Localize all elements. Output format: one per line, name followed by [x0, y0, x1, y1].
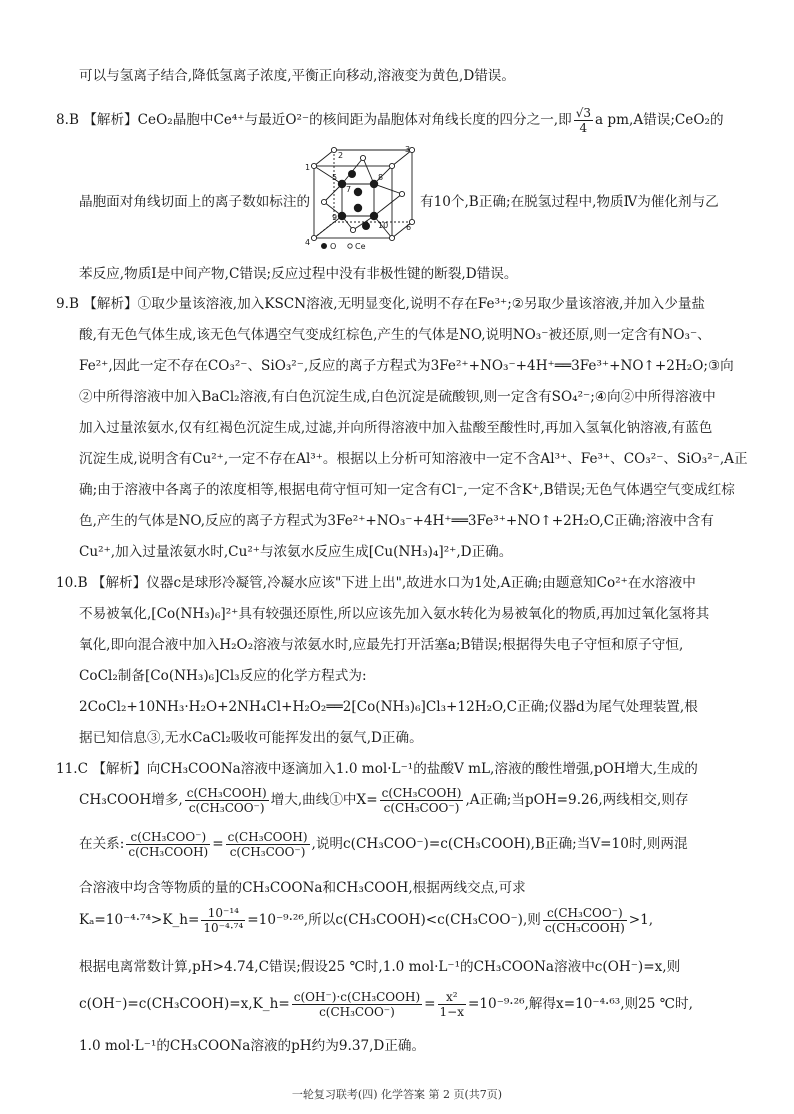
frac-num: x² — [438, 990, 466, 1005]
ceo2-unit-cell-figure — [302, 144, 420, 252]
q10-line-3: 氧化,即向混合液中加入H₂O₂溶液与浓氨水时,应最先打开活塞a;B错误;根据得失电子守恒和原子守恒, — [79, 637, 684, 653]
frac-num: √3 — [575, 106, 591, 120]
q11-text: 增大,曲线①中X= — [270, 792, 378, 808]
frac-num: c(CH₃COO⁻) — [126, 830, 210, 845]
q8-text: 8.B 【解析】CeO₂晶胞中Ce⁴⁺与最近O²⁻的核间距为晶胞体对角线长度的四分之一,即 — [56, 112, 572, 128]
frac-den: c(CH₃COO⁻) — [229, 845, 306, 859]
q11-text: =10⁻⁹·²⁶,解得x=10⁻⁴·⁶³,则25 ℃时, — [468, 996, 693, 1012]
q9-line-8: 色,产生的气体是NO,反应的离子方程式为3Fe²⁺+NO₃⁻+4H⁺══3Fe³⁺+NO↑+2H₂O,C正确;溶液中含有 — [79, 513, 714, 529]
q9-line-2: 酸,有无色气体生成,该无色气体遇空气变成红棕色,产生的气体是NO,说明NO₃⁻被还原,则一定含有NO₃⁻、 — [79, 327, 711, 343]
fraction — [201, 906, 245, 935]
cell-label: 5 — [332, 173, 338, 182]
frac-den: c(CH₃COO⁻) — [383, 801, 460, 815]
frac-den: c(CH₃COOH) — [544, 921, 625, 935]
page-footer: 一轮复习联考(四) 化学答案 第 2 页(共7页) — [291, 1088, 503, 1101]
cell-label: 2 — [338, 151, 344, 160]
q11-line-2 — [79, 786, 689, 815]
frac-den: 1−x — [439, 1005, 464, 1019]
cell-label: 10 — [378, 221, 389, 230]
legend-o-label: O — [330, 242, 337, 251]
q11-text: CH₃COOH增多, — [79, 792, 183, 808]
q11-text: = — [424, 996, 436, 1012]
q11-line-1: 11.C 【解析】向CH₃COONa溶液中逐滴加入1.0 mol·L⁻¹的盐酸V mL,溶液的酸性增强,pOH增大,生成的 — [56, 761, 698, 777]
q11-text: >1, — [628, 912, 654, 928]
cell-label: 4 — [305, 238, 311, 247]
cell-label: 1 — [305, 163, 311, 172]
q10-line-1: 10.B 【解析】仪器c是球形冷凝管,冷凝水应该"下进上出",故进水口为1处,A正确;由题意知Co²⁺在水溶液中 — [56, 575, 696, 591]
frac-den: c(CH₃COO⁻) — [319, 1005, 395, 1019]
q9-line-1: 9.B 【解析】①取少量该溶液,加入KSCN溶液,无明显变化,说明不存在Fe³⁺;②另取少量该溶液,并加入少量盐 — [56, 296, 706, 312]
q11-text: ,A正确;当pOH=9.26,两线相交,则存 — [465, 792, 689, 808]
fraction — [438, 990, 466, 1019]
q9-line-5: 加入过量浓氨水,仅有红褐色沉淀生成,过滤,并向所得溶液中加入盐酸至酸性时,再加入氢氧化钠溶液,有蓝色 — [79, 420, 713, 436]
frac-num: c(CH₃COOH) — [381, 786, 462, 800]
q11-text: Kₐ=10⁻⁴·⁷⁴>K_h= — [79, 912, 200, 928]
q9-line-7: 确;由于溶液中各离子的浓度相等,根据电荷守恒可知一定含有Cl⁻,一定不含K⁺,B错误;无色气体遇空气变成红棕 — [79, 482, 735, 498]
q10-line-2: 不易被氧化,[Co(NH₃)₆]²⁺具有较强还原性,所以应该先加入氨水转化为易被氧化的物质,再加过氧化氢将其 — [79, 606, 710, 622]
fraction — [226, 830, 310, 859]
fraction — [126, 830, 210, 859]
text-line: 可以与氢离子结合,降低氢离子浓度,平衡正向移动,溶液变为黄色,D错误。 — [79, 68, 515, 84]
frac-num: c(OH⁻)·c(CH₃COOH) — [293, 990, 421, 1004]
cell-label: 6 — [406, 223, 412, 232]
q8-line-1 — [56, 106, 724, 135]
frac-num: c(CH₃COO⁻) — [543, 906, 627, 921]
q10-line-4: CoCl₂制备[Co(NH₃)₆]Cl₃反应的化学方程式为: — [79, 668, 367, 684]
cell-label: 8 — [378, 173, 384, 182]
q9-line-4: ②中所得溶液中加入BaCl₂溶液,有白色沉淀生成,白色沉淀是硫酸钡,则一定含有SO₄²⁻;④向②中所得溶液中 — [79, 389, 716, 405]
q11-text: =10⁻⁹·²⁶,所以c(CH₃COOH)<c(CH₃COO⁻),则 — [247, 912, 541, 928]
q9-line-6: 沉淀生成,说明含有Cu²⁺,一定不存在Al³⁺。根据以上分析可知溶液中一定不含Al³⁺、Fe³⁺、CO₃²⁻、SiO₃²⁻,A正 — [79, 451, 748, 467]
q9-line-9: Cu²⁺,加入过量浓氨水时,Cu²⁺与浓氨水反应生成[Cu(NH₃)₄]²⁺,D正确。 — [79, 544, 513, 560]
q10-line-5: 2CoCl₂+10NH₃·H₂O+2NH₄Cl+H₂O₂══2[Co(NH₃)₆]Cl₃+12H₂O,C正确;仪器d为尾气处理装置,根 — [79, 699, 698, 715]
q11-text: 在关系: — [79, 836, 125, 852]
frac-den: 4 — [579, 121, 588, 135]
q11-line-6: 根据电离常数计算,pH>4.74,C错误;假设25 ℃时,1.0 mol·L⁻¹的CH₃COONa溶液中c(OH⁻)=x,则 — [79, 959, 681, 975]
q11-line-4: 合溶液中均含等物质的量的CH₃COONa和CH₃COOH,根据两线交点,可求 — [79, 880, 526, 896]
figure-legend — [321, 242, 366, 251]
q11-line-7 — [79, 990, 693, 1019]
cell-label: 3 — [405, 145, 411, 154]
fraction — [574, 106, 593, 135]
q11-line-3 — [79, 830, 688, 859]
q10-line-6: 据已知信息③,无水CaCl₂吸收可能挥发出的氨气,D正确。 — [79, 730, 423, 746]
q8-line-2-right: 有10个,B正确;在脱氢过程中,物质Ⅳ为催化剂与乙 — [420, 194, 719, 210]
q8-text-tail: a pm,A错误;CeO₂的 — [594, 112, 724, 128]
q11-text: ,说明c(CH₃COO⁻)=c(CH₃COOH),B正确;当V=10时,则两混 — [311, 836, 688, 852]
frac-num: c(CH₃COOH) — [186, 786, 267, 800]
q8-line-3: 苯反应,物质Ⅰ是中间产物,C错误;反应过程中没有非极性键的断裂,D错误。 — [79, 266, 518, 282]
q9-line-3: Fe²⁺,因此一定不存在CO₃²⁻、SiO₃²⁻,反应的离子方程式为3Fe²⁺+NO₃⁻+4H⁺══3Fe³⁺+NO↑+2H₂O;③向 — [79, 358, 734, 374]
frac-num: 10⁻¹⁴ — [201, 906, 245, 921]
frac-den: 10⁻⁴·⁷⁴ — [203, 921, 244, 935]
frac-den: c(CH₃COOH) — [128, 845, 209, 859]
fraction — [543, 906, 627, 935]
fraction — [292, 990, 422, 1019]
cell-label: 7 — [346, 185, 352, 194]
fraction — [185, 786, 269, 815]
q11-text: = — [212, 836, 224, 852]
frac-num: c(CH₃COOH) — [227, 830, 308, 844]
q11-line-8: 1.0 mol·L⁻¹的CH₃COONa溶液的pH约为9.37,D正确。 — [79, 1038, 426, 1054]
frac-den: c(CH₃COO⁻) — [188, 801, 265, 815]
q8-line-2-left: 晶胞面对角线切面上的离子数如标注的 — [79, 194, 311, 210]
fraction — [380, 786, 464, 815]
q11-text: c(OH⁻)=c(CH₃COOH)=x,K_h= — [79, 996, 290, 1012]
legend-ce-label: Ce — [355, 242, 366, 251]
cell-label: 9 — [332, 213, 338, 222]
q11-line-5 — [79, 906, 653, 935]
